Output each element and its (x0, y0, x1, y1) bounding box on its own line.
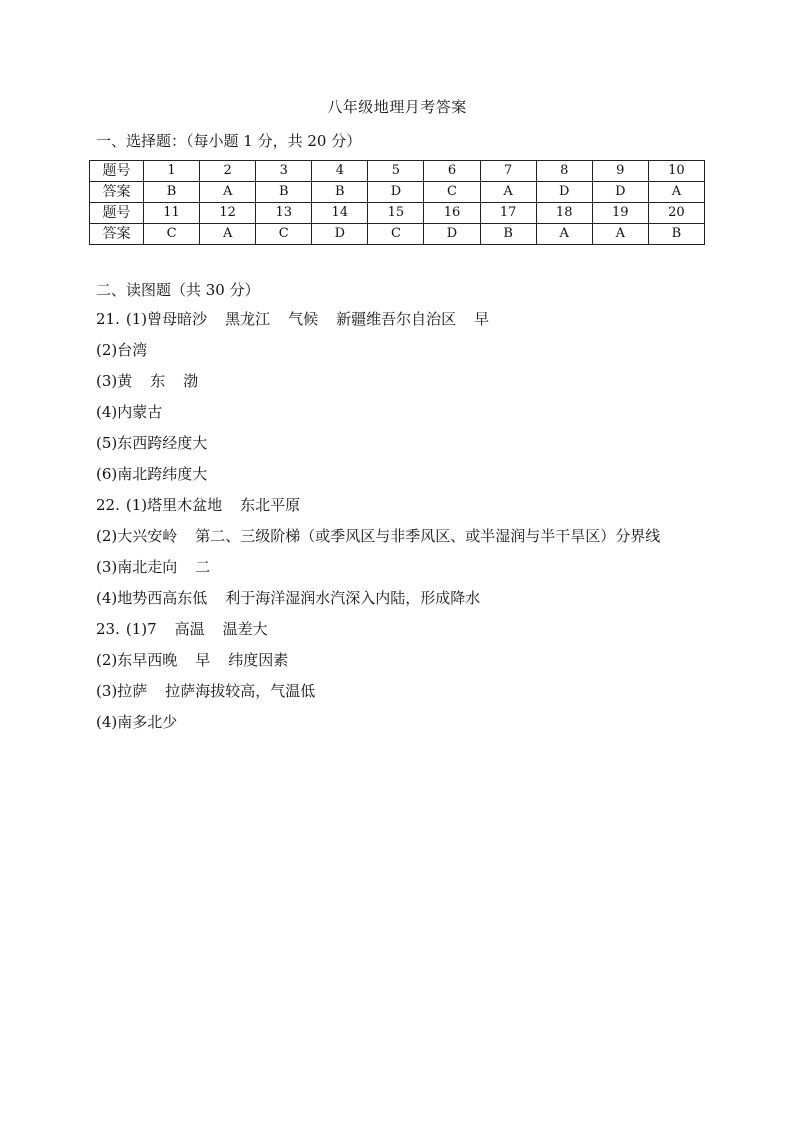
answer-line (96, 682, 736, 713)
table-cell: 16 (424, 203, 480, 224)
table-cell: 6 (424, 161, 480, 182)
table-cell: 1 (144, 161, 200, 182)
table-cell: 8 (536, 161, 592, 182)
question-number: 22. (96, 496, 120, 514)
answer-table (89, 160, 705, 245)
answer-segment: 第二、三级阶梯（或季风区与非季风区、或半湿润与半干旱区）分界线 (195, 527, 661, 545)
answer-line (96, 589, 736, 620)
answer-segment: (2)台湾 (96, 341, 148, 359)
table-cell: A (592, 224, 648, 245)
answer-line (96, 713, 736, 744)
answer-segment: 纬度因素 (228, 651, 289, 669)
answer-segment: 温差大 (222, 620, 268, 638)
table-cell: 15 (368, 203, 424, 224)
answer-segment: (2)东早西晚 (96, 651, 178, 669)
answer-segment: 渤 (183, 372, 199, 390)
answer-line (96, 434, 736, 465)
table-cell: 14 (312, 203, 368, 224)
answer-segment: 东 (150, 372, 166, 390)
answer-segment: (1)塔里木盆地 (125, 496, 223, 514)
table-cell: 7 (480, 161, 536, 182)
table-cell: 13 (256, 203, 312, 224)
answer-line (96, 496, 736, 527)
table-cell: 4 (312, 161, 368, 182)
table-cell: C (368, 224, 424, 245)
table-row (90, 224, 705, 245)
table-cell: D (536, 182, 592, 203)
table-cell: A (200, 182, 256, 203)
row-label: 答案 (90, 182, 144, 203)
table-cell: 18 (536, 203, 592, 224)
table-row (90, 182, 705, 203)
table-cell: A (480, 182, 536, 203)
answer-segment: (1)7 (125, 620, 157, 638)
table-cell: B (256, 182, 312, 203)
answer-segment: (2)大兴安岭 (96, 527, 178, 545)
answer-line (96, 341, 736, 372)
answer-segment: 利于海洋湿润水汽深入内陆，形成降水 (225, 589, 481, 607)
answer-line (96, 558, 736, 589)
answer-line (96, 403, 736, 434)
table-row (90, 203, 705, 224)
table-cell: 9 (592, 161, 648, 182)
table-cell: 12 (200, 203, 256, 224)
table-row (90, 161, 705, 182)
table-cell: 11 (144, 203, 200, 224)
answer-segment: 黑龙江 (225, 310, 271, 328)
answer-segment: 气候 (288, 310, 319, 328)
row-label: 题号 (90, 161, 144, 182)
answer-table-body (90, 161, 705, 245)
table-cell: B (648, 224, 704, 245)
answer-line (96, 527, 736, 558)
row-label: 题号 (90, 203, 144, 224)
answer-segment: (4)地势西高东低 (96, 589, 208, 607)
reading-answers (96, 310, 736, 744)
answer-segment: (6)南北跨纬度大 (96, 465, 208, 483)
answer-line (96, 465, 736, 496)
table-cell: B (312, 182, 368, 203)
answer-segment: 早 (195, 651, 211, 669)
table-cell: C (424, 182, 480, 203)
answer-segment: 新疆维吾尔自治区 (336, 310, 457, 328)
table-cell: A (648, 182, 704, 203)
table-cell: 3 (256, 161, 312, 182)
answer-segment: (4)内蒙古 (96, 403, 163, 421)
answer-line (96, 651, 736, 682)
answer-segment: (3)南北走向 (96, 558, 178, 576)
answer-segment: (4)南多北少 (96, 713, 178, 731)
table-cell: C (144, 224, 200, 245)
table-cell: B (144, 182, 200, 203)
answer-segment: 拉萨海拔较高，气温低 (165, 682, 316, 700)
answer-segment: (3)黄 (96, 372, 133, 390)
table-cell: D (312, 224, 368, 245)
answer-segment: (3)拉萨 (96, 682, 148, 700)
section-2-heading: 二、读图题（共 30 分） (96, 281, 260, 299)
table-cell: 5 (368, 161, 424, 182)
table-cell: 19 (592, 203, 648, 224)
page-title: 八年级地理月考答案 (327, 98, 467, 116)
table-cell: C (256, 224, 312, 245)
table-cell: 20 (648, 203, 704, 224)
section-1-heading: 一、选择题：（每小题 1 分，共 20 分） (96, 132, 362, 150)
row-label: 答案 (90, 224, 144, 245)
table-cell: A (536, 224, 592, 245)
answer-segment: 早 (474, 310, 490, 328)
table-cell: B (480, 224, 536, 245)
question-number: 23. (96, 620, 120, 638)
table-cell: D (368, 182, 424, 203)
answer-segment: 高温 (174, 620, 205, 638)
answer-line (96, 620, 736, 651)
answer-line (96, 310, 736, 341)
answer-line (96, 372, 736, 403)
table-cell: D (592, 182, 648, 203)
table-cell: 10 (648, 161, 704, 182)
table-cell: D (424, 224, 480, 245)
table-cell: A (200, 224, 256, 245)
answer-segment: 二 (195, 558, 211, 576)
answer-segment: (5)东西跨经度大 (96, 434, 208, 452)
question-number: 21. (96, 310, 120, 328)
answer-segment: (1)曾母暗沙 (125, 310, 208, 328)
table-cell: 17 (480, 203, 536, 224)
answer-segment: 东北平原 (240, 496, 301, 514)
table-cell: 2 (200, 161, 256, 182)
